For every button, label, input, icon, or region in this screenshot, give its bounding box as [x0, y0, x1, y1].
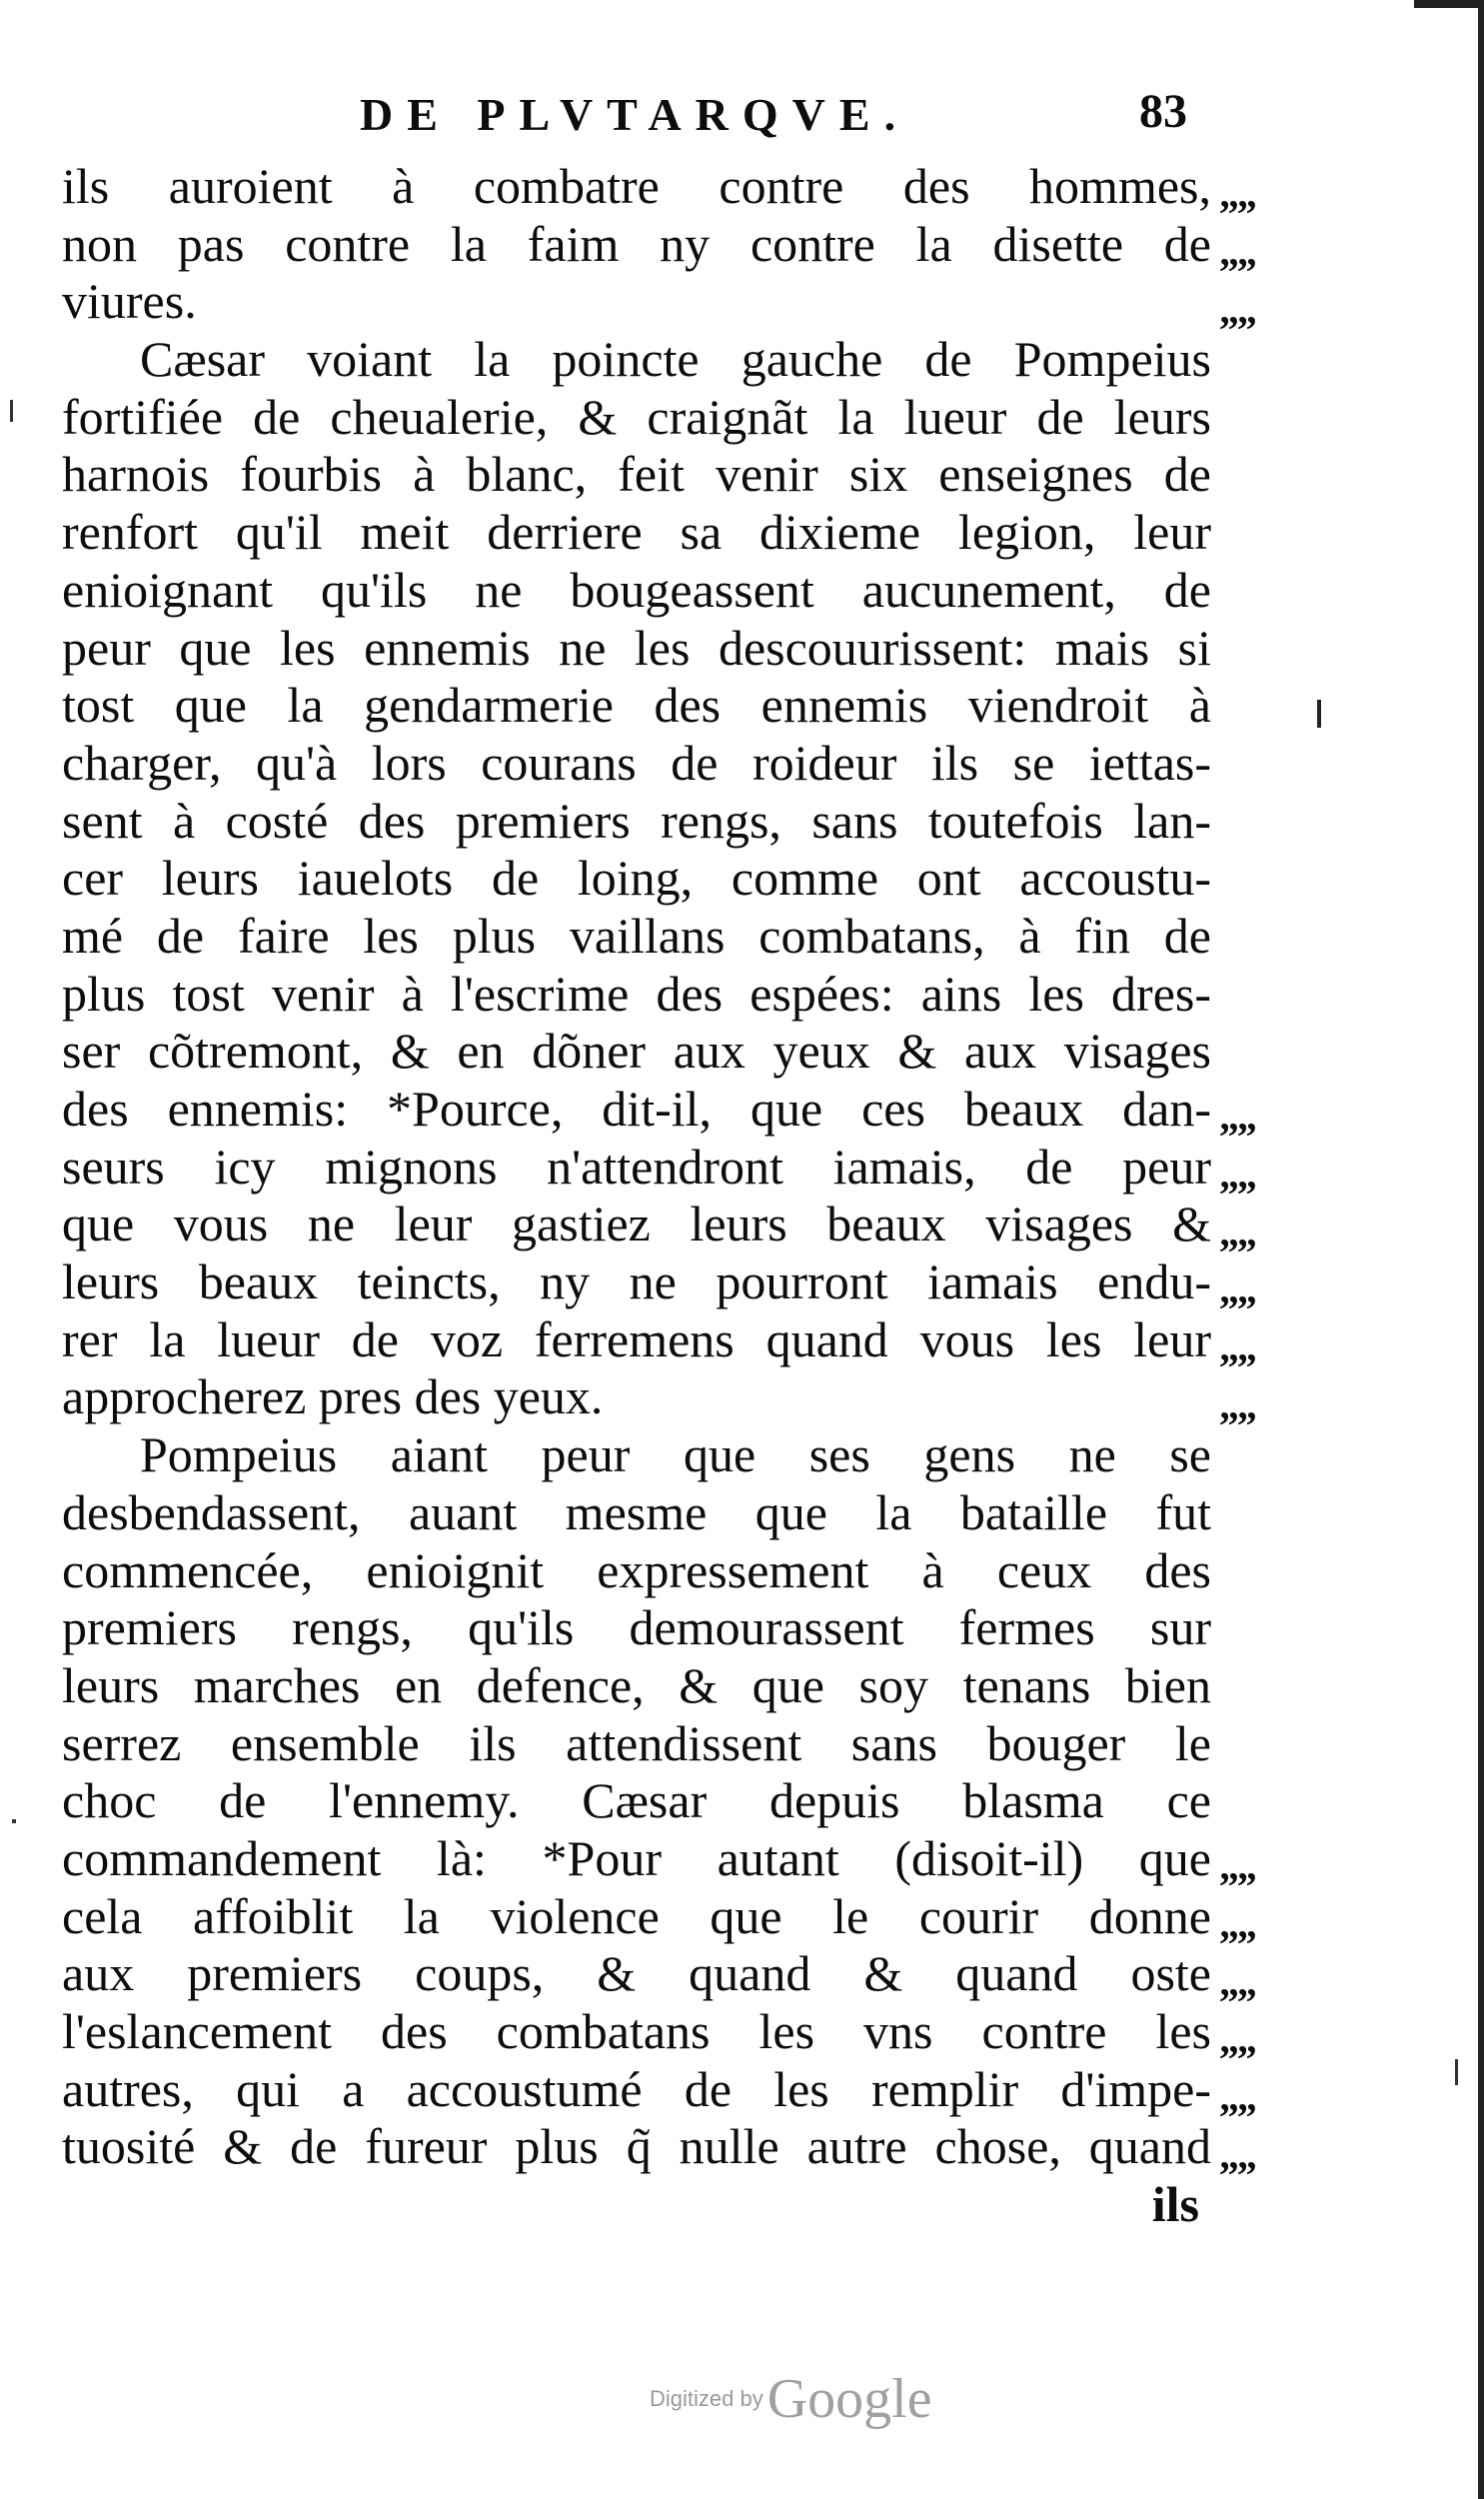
text-line: des ennemis: *Pource, dit-il, que ces beaux dan-	[62, 1081, 1211, 1137]
scan-speck	[1455, 2059, 1458, 2085]
text-line: ils auroient à combatre contre des hommes,	[62, 158, 1211, 214]
margin-quote-mark: „„	[1219, 171, 1255, 216]
text-line: sent à costé des premiers rengs, sans toutefois lan-	[62, 792, 1211, 849]
catchword: ils	[1151, 2176, 1199, 2233]
text-line: que vous ne leur gastiez leurs beaux visages &	[62, 1196, 1211, 1252]
text-line: harnois fourbis à blanc, feit venir six enseignes de	[62, 446, 1211, 503]
margin-quote-mark: „„	[1219, 1382, 1255, 1427]
margin-quote-mark: „„	[1219, 1210, 1255, 1254]
text-line: viures.	[62, 273, 197, 330]
text-line: non pas contre la faim ny contre la disette de	[62, 215, 1211, 272]
paragraph-start-line: Pompeius aiant peur que ses gens ne se	[140, 1426, 1211, 1483]
margin-quote-mark: „„	[1219, 2132, 1255, 2177]
text-line: cela affoiblit la violence que le courir donne	[62, 1887, 1211, 1944]
text-line: ser cõtremont, & en dõner aux yeux & aux visages	[62, 1023, 1211, 1080]
page-number: 83	[1139, 85, 1187, 138]
text-line: plus tost venir à l'escrime des espées: ains les dres-	[62, 965, 1211, 1022]
body-text	[62, 158, 1211, 2234]
text-line: charger, qu'à lors courans de roideur ils se iettas-	[62, 734, 1211, 791]
text-line: fortifiée de cheualerie, & craignãt la lueur de leurs	[62, 388, 1211, 445]
margin-quote-mark: „„	[1219, 2016, 1255, 2061]
text-line: l'eslancement des combatans les vns contre les	[62, 2003, 1211, 2059]
text-line: mé de faire les plus vaillans combatans, à fin de	[62, 907, 1211, 964]
text-line: aux premiers coups, & quand & quand oste	[62, 1945, 1211, 2002]
scan-edge	[1478, 0, 1484, 2499]
text-line: approcherez pres des yeux.	[62, 1368, 604, 1425]
text-line: choc de l'ennemy. Cæsar depuis blasma ce	[62, 1772, 1211, 1829]
text-line: premiers rengs, qu'ils demourassent fermes sur	[62, 1599, 1211, 1656]
scan-speck	[1317, 700, 1321, 728]
digitized-by-google-watermark	[650, 2367, 932, 2431]
margin-quote-mark: „„	[1219, 1324, 1255, 1369]
margin-quote-mark: „„	[1219, 1266, 1255, 1311]
text-line: renfort qu'il meit derriere sa dixieme legion, leur	[62, 504, 1211, 561]
text-line: serrez ensemble ils attendissent sans bouger le	[62, 1714, 1211, 1771]
scan-speck	[12, 1819, 16, 1823]
text-line: tuosité & de fureur plus q̃ nulle autre chose, quand	[62, 2118, 1211, 2175]
text-line: rer la lueur de voz ferremens quand vous les leur	[62, 1310, 1211, 1367]
text-line: peur que les ennemis ne les descouurissent: mais si	[62, 619, 1211, 676]
margin-quote-mark: „„	[1219, 1094, 1255, 1139]
text-line: enioignant qu'ils ne bougeassent aucunement, de	[62, 561, 1211, 618]
running-head: DE PLVTARQVE.	[360, 89, 910, 140]
google-logo: Google	[766, 2368, 932, 2430]
margin-quote-mark: „„	[1219, 287, 1255, 332]
margin-quote-mark: „„	[1219, 229, 1255, 274]
text-line: autres, qui a accoustumé de les remplir d'impe-	[62, 2060, 1211, 2117]
text-line: desbendassent, auant mesme que la bataille fut	[62, 1483, 1211, 1540]
text-line: seurs icy mignons n'attendront iamais, de peur	[62, 1138, 1211, 1195]
scan-speck	[10, 400, 13, 422]
text-line: commencée, enioignit expressement à ceux des	[62, 1541, 1211, 1598]
text-line: leurs beaux teincts, ny ne pourront iamais endu-	[62, 1253, 1211, 1310]
margin-quote-mark: „„	[1219, 1901, 1255, 1946]
margin-quote-mark: „„	[1219, 1152, 1255, 1197]
watermark-prefix: Digitized by	[650, 2386, 763, 2411]
scan-edge-corner	[1414, 0, 1484, 8]
margin-quote-mark: „„	[1219, 2074, 1255, 2119]
paragraph-start-line: Cæsar voiant la poincte gauche de Pompeius	[140, 331, 1211, 388]
text-line: cer leurs iauelots de loing, comme ont accoustu-	[62, 850, 1211, 907]
text-line: tost que la gendarmerie des ennemis viendroit à	[62, 677, 1211, 734]
text-line: leurs marches en defence, & que soy tenans bien	[62, 1656, 1211, 1713]
margin-quote-mark: „„	[1219, 1843, 1255, 1888]
margin-quote-mark: „„	[1219, 1959, 1255, 2004]
text-line: commandement là: *Pour autant (disoit-il) que	[62, 1829, 1211, 1886]
